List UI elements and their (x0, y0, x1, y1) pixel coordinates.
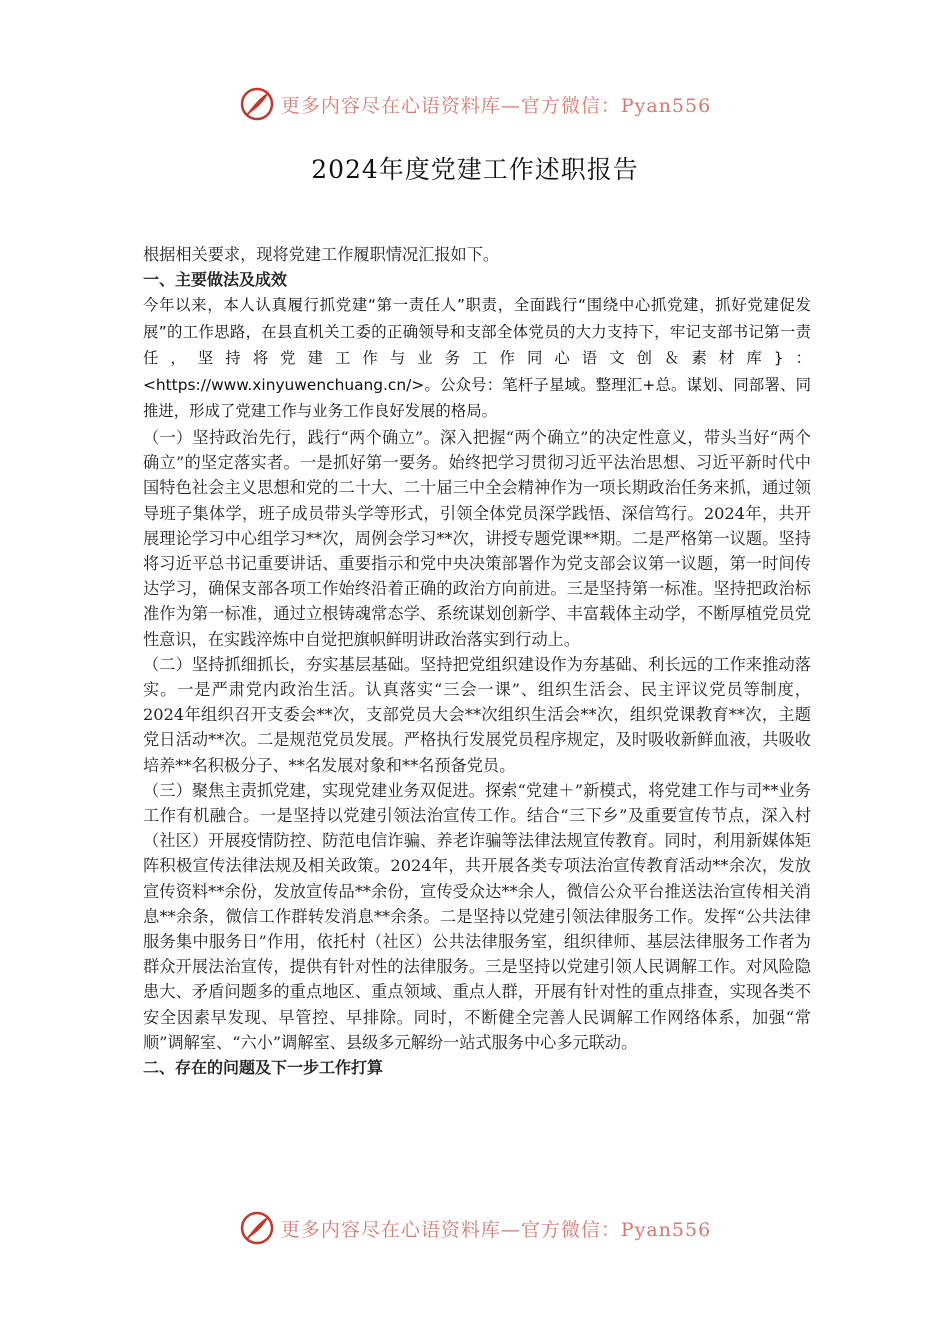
intro-paragraph: 根据相关要求，现将党建工作履职情况汇报如下。 (143, 245, 500, 264)
quill-logo-icon (239, 86, 275, 122)
quill-logo-icon (239, 1210, 275, 1246)
footer-banner-text: 更多内容尽在心语资料库—官方微信：Pyan556 (280, 1218, 712, 1241)
paragraph-political: （一）坚持政治先行，践行“两个确立”。深入把握“两个确立”的决定性意义，带头当好“两个确立”的坚定落实者。一是抓好第一要务。始终把学习贯彻习近平法治思想、习近平新时代中国特色社会主义思想和党的二十大、二十届三中全会精神作为一项长期政治任务来抓，通过领导班子集体学，班子成员带头学等形式，引领全体党员深学践悟、深信笃行。2024年，共开展理论学习中心组学习**次，周例会学习**次，讲授专题党课**期。二是严格第一议题。坚持将习近平总书记重要讲话、重要指示和党中央决策部署作为党支部会议第一议题，第一时间传达学习，确保支部各项工作始终沿着正确的政治方向前进。三是坚持第一标准。坚持把政治标准作为第一标准，通过立根铸魂常态学、系统谋划创新学、丰富载体主动学，不断厚植党员党性意识，在实践淬炼中自觉把旗帜鲜明讲政治落实到行动上。 (143, 427, 811, 649)
section-heading-1: 一、主要做法及成效 (143, 270, 288, 290)
section-heading-2: 二、存在的问题及下一步工作打算 (143, 1057, 384, 1077)
footer-banner (0, 1206, 950, 1250)
paragraph-party-business: （三）聚焦主责抓党建，实现党建业务双促进。探索“党建＋”新模式，将党建工作与司**业务工作有机融合。一是坚持以党建引领法治宣传工作。结合“三下乡”及重要宣传节点，深入村（社区）开展疫情防控、防范电信诈骗、养老诈骗等法律法规宣传教育。同时，利用新媒体矩阵积极宣传法律法规及相关政策。2024年，共开展各类专项法治宣传教育活动**余次，发放宣传资料**余份，发放宣传品**余份，宣传受众达**余人，微信公众平台推送法治宣传相关消息**余条，微信工作群转发消息**余条。二是坚持以党建引领法律服务工作。发挥“公共法律服务集中服务日”作用，依托村（社区）公共法律服务室，组织律师、基层法律服务工作者为群众开展法治宣传，提供有针对性的法律服务。三是坚持以党建引领人民调解工作。对风险隐患大、矛盾问题多的重点地区、重点领域、重点人群，开展有针对性的重点排查，实现各类不安全因素早发现、早管控、早排除。同时，不断健全完善人民调解工作网络体系，加强“常顺”调解室、“六小”调解室、县级多元解纷一站式服务中心多元联动。 (143, 780, 811, 1052)
document-body (143, 242, 811, 1080)
paragraph-grassroots: （二）坚持抓细抓长，夯实基层基础。坚持把党组织建设作为夯基础、利长远的工作来推动落实。一是严肃党内政治生活。认真落实“三会一课”、组织生活会、民主评议党员等制度，2024年组织召开支委会**次，支部党员大会**次组织生活会**次，组织党课教育**次，主题党日活动**次。二是规范党员发展。严格执行发展党员程序规定，及时吸收新鲜血液，共吸收培养**名积极分子、**名发展对象和**名预备党员。 (143, 654, 811, 775)
header-banner (0, 82, 950, 126)
document-title: 2024年度党建工作述职报告 (311, 155, 639, 184)
header-banner-text: 更多内容尽在心语资料库—官方微信：Pyan556 (280, 94, 712, 117)
summary-paragraph: 今年以来，本人认真履行抓党建“第一责任人”职责，全面践行“围绕中心抓党建，抓好党建促发展”的工作思路，在县直机关工委的正确领导和支部全体党员的大力支持下，牢记支部书记第一责任，坚持将党建工作与业务工作同心语文创＆素材库}：<https://www.xinyuwenchuang.cn/>。公众号：笔杆子星域。整理汇+总。谋划、同部署、同推进，形成了党建工作与业务工作良好发展的格局。 (143, 296, 811, 421)
